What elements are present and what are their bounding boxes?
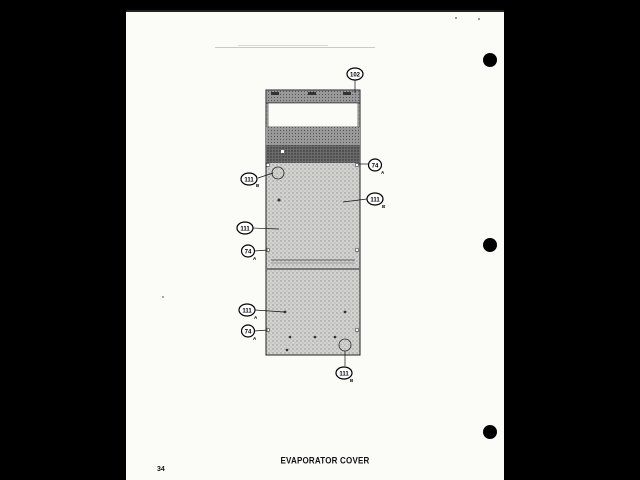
callout-74-top <box>369 159 386 175</box>
callout-number: 111 <box>339 371 349 378</box>
callout-number: 111 <box>244 177 254 184</box>
callout-number: 74 <box>371 163 379 170</box>
callout-111b-bottom <box>336 367 354 383</box>
callout-number: 74 <box>244 249 252 256</box>
callout-suffix: A <box>381 170 385 175</box>
callout-suffix: A <box>253 256 257 261</box>
callout-suffix: B <box>256 183 260 188</box>
callout-number: 102 <box>349 72 361 79</box>
callout-suffix: B <box>382 204 386 209</box>
callout-suffix: A <box>254 315 258 320</box>
callout-111a <box>239 304 258 320</box>
scan-noise <box>215 45 375 48</box>
callout-number: 74 <box>244 329 252 336</box>
callout-number: 111 <box>242 308 252 315</box>
callout-74-mid <box>242 245 258 261</box>
evaporator-cover-panel <box>266 90 360 355</box>
callout-111 <box>237 222 253 234</box>
callout-111b-top <box>241 173 260 188</box>
figure-caption: EVAPORATOR COVER <box>280 455 370 466</box>
callout-suffix: B <box>350 378 354 383</box>
callout-number: 111 <box>370 197 380 204</box>
callout-102 <box>347 68 363 80</box>
callout-suffix: A <box>253 336 257 341</box>
callout-74-low <box>242 325 258 341</box>
callout-111b-right <box>367 193 386 209</box>
callout-number: 111 <box>240 226 250 233</box>
page-number: 34 <box>157 466 165 473</box>
